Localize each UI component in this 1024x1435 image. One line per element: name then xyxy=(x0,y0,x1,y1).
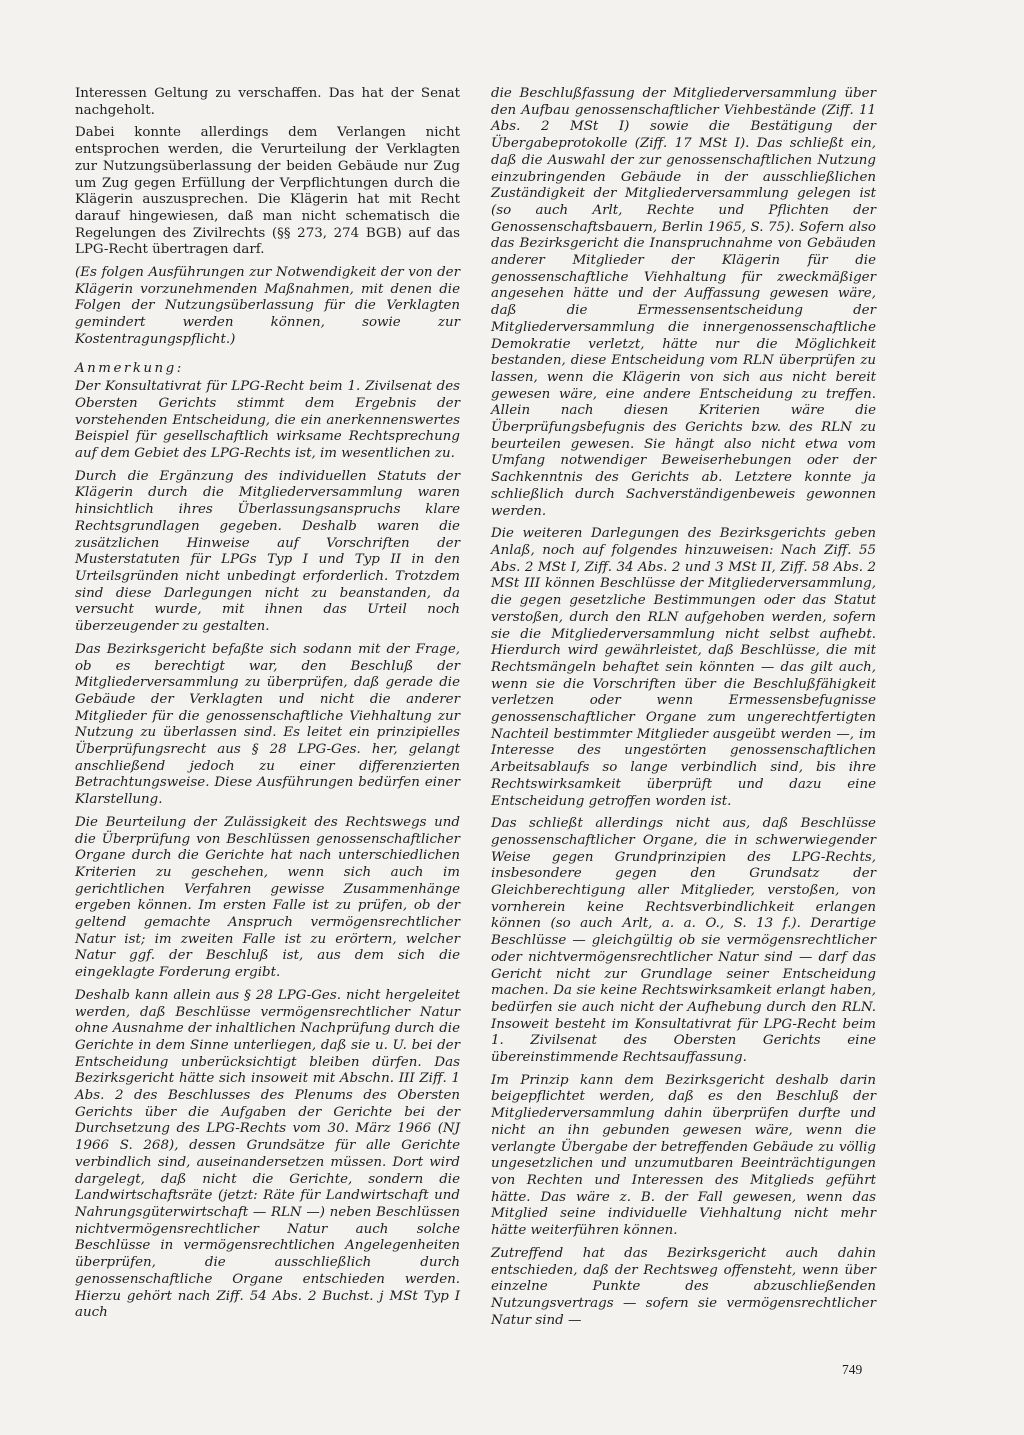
paragraph: Das schließt allerdings nicht aus, daß Beschlüsse genossenschaftlicher Organe, die in schwerwiegender Weise gegen Grundprinzipien des LPG-Rechts, insbesondere gegen den Grundsatz der Gleichberechtigung aller Mitglieder, verstoßen, von vornherein keine Rechtsverbindlichkeit erlangen können (so auch Arlt, a. a. O., S. 13 f.). Derartige Beschlüsse — gleichgültig ob sie vermögensrechtlicher oder nichtvermögensrechtlicher Natur sind — darf das Gericht nicht zur Grundlage seiner Entscheidung machen. Da sie keine Rechtswirksamkeit erlangt haben, bedürfen sie auch nicht der Aufhebung durch den RLN. Insoweit besteht im Konsultativrat für LPG-Recht beim 1. Zivilsenat des Obersten Gerichts eine übereinstimmende Rechtsauffassung. xyxy=(491,816,876,1066)
paragraph: die Beschlußfassung der Mitgliederversammlung über den Aufbau genossenschaftlicher Viehbestände (Ziff. 11 Abs. 2 MSt I) sowie die Bestätigung der Übergabeprotokolle (Ziff. 17 MSt I). Das schließt ein, daß die Auswahl der zur genossenschaftlichen Nutzung einzubringenden Gebäude in der ausschließlichen Zuständigkeit der Mitgliederversammlung gelegen ist (so auch Arlt, Rechte und Pflichten der Genossenschaftsbauern, Berlin 1965, S. 75). Sofern also das Bezirksgericht die Inanspruchnahme von Gebäuden anderer Mitglieder der Klägerin für die genossenschaftliche Viehhaltung für zweckmäßiger angesehen hätte und der Auffassung gewesen wäre, daß die Ermessensentscheidung der Mitgliederversammlung die innergenossenschaftliche Demokratie verletzt, hätte nur die Möglichkeit bestanden, diese Entscheidung vom RLN überprüfen zu lassen, wenn die Klägerin von sich aus nicht bereit gewesen wäre, eine andere Entscheidung zu treffen. Allein nach diesen Kriterien wäre die Überprüfungsbefugnis des Gerichts bzw. des RLN zu beurteilen gewesen. Sie hängt also nicht etwa vom Umfang notwendiger Beweiserhebungen oder der Sachkenntnis des Gerichts ab. Letztere konnte ja schließlich durch Sachverständigenbeweis gewonnen werden. xyxy=(491,86,876,519)
paragraph: Interessen Geltung zu verschaffen. Das hat der Senat nachgeholt. xyxy=(75,86,460,118)
paragraph: Dabei konnte allerdings dem Verlangen nicht entsprochen werden, die Verurteilung der Verklagten zur Nutzungsüberlassung der beiden Gebäude nur Zug um Zug gegen Erfüllung der Verpflichtungen durch die Klägerin auszusprechen. Die Klägerin hat mit Recht darauf hingewiesen, daß man nicht schematisch die Regelungen des Zivilrechts (§§ 273, 274 BGB) auf das LPG-Recht übertragen darf. xyxy=(75,125,460,258)
paragraph: Im Prinzip kann dem Bezirksgericht deshalb darin beigepflichtet werden, daß es den Beschluß der Mitgliederversammlung dahin überprüfen durfte und nicht an ihn gebunden gewesen wäre, wenn die verlangte Übergabe der betreffenden Gebäude zu völlig ungesetzlichen und unzumutbaren Beeinträchtigungen von Rechten und Interessen des Mitglieds geführt hätte. Das wäre z. B. der Fall gewesen, wenn das Mitglied seine individuelle Viehhaltung nicht mehr hätte weiterführen können. xyxy=(491,1072,876,1239)
paragraph: Die weiteren Darlegungen des Bezirksgerichts geben Anlaß, noch auf folgendes hinzuweisen: Nach Ziff. 55 Abs. 2 MSt I, Ziff. 34 Abs. 2 und 3 MSt II, Ziff. 58 Abs. 2 MSt III können Beschlüsse der Mitgliederversammlung, die gegen gesetzliche Bestimmungen oder das Statut verstoßen, durch den RLN aufgehoben werden, sofern sie die Mitgliederversammlung nicht selbst aufhebt. Hierdurch wird gewährleistet, daß Beschlüsse, die mit Rechtsmängeln behaftet sein könnten — das gilt auch, wenn sie die Vorschriften über die Beschlußfähigkeit verletzen oder wenn Ermessensbefugnisse genossenschaftlicher Organe zum ungerechtfertigten Nachteil bestimmter Mitglieder ausgeübt werden —, im Interesse des ungestörten genossenschaftlichen Arbeitsablaufs so lange verbindlich sind, bis ihre Rechtswirksamkeit überprüft und dazu eine Entscheidung getroffen worden ist. xyxy=(491,526,876,809)
right-column xyxy=(491,86,876,1335)
paragraph: Das Bezirksgericht befaßte sich sodann mit der Frage, ob es berechtigt war, den Beschluß der Mitgliederversammlung zu überprüfen, daß gerade die Gebäude der Verklagten und nicht die anderer Mitglieder für die genossenschaftliche Viehhaltung zur Nutzung zu überlassen sind. Es leitet ein prinzipielles Überprüfungsrecht aus § 28 LPG-Ges. her, gelangt anschließend jedoch zu einer differenzierten Betrachtungsweise. Diese Ausführungen bedürfen einer Klarstellung. xyxy=(75,641,460,808)
paragraph: Deshalb kann allein aus § 28 LPG-Ges. nicht hergeleitet werden, daß Beschlüsse vermögensrechtlicher Natur ohne Ausnahme der inhaltlichen Nachprüfung durch die Gerichte in dem Sinne unterliegen, daß sie u. U. bei der Entscheidung unberücksichtigt bleiben dürfen. Das Bezirksgericht hätte sich insoweit mit Abschn. III Ziff. 1 Abs. 2 des Beschlusses des Plenums des Obersten Gerichts über die Aufgaben der Gerichte bei der Durchsetzung des LPG-Rechts vom 30. März 1966 (NJ 1966 S. 268), dessen Grundsätze für alle Gerichte verbindlich sind, auseinandersetzen müssen. Dort wird dargelegt, daß nicht die Gerichte, sondern die Landwirtschaftsräte (jetzt: Räte für Landwirtschaft und Nahrungsgüterwirtschaft — RLN —) neben Beschlüssen nichtvermögensrechtlicher Natur auch solche Beschlüsse in vermögensrechtlichen Angelegenheiten überprüfen, die ausschließlich durch genossenschaftliche Organe entschieden werden. Hierzu gehört nach Ziff. 54 Abs. 2 Buchst. j MSt Typ I auch xyxy=(75,987,460,1321)
left-column xyxy=(75,86,460,1328)
section-heading: Anmerkung: xyxy=(75,360,184,376)
paragraph: Durch die Ergänzung des individuellen Statuts der Klägerin durch die Mitgliederversammlung waren hinsichtlich ihres Überlassungsanspruchs klare Rechtsgrundlagen gegeben. Deshalb waren die zusätzlichen Hinweise auf Vorschriften der Musterstatuten für LPGs Typ I und Typ II in den Urteilsgründen nicht unbedingt erforderlich. Trotzdem sind diese Darlegungen nicht zu beanstanden, da versucht wurde, mit ihnen das Urteil noch überzeugender zu gestalten. xyxy=(75,468,460,635)
paragraph: Die Beurteilung der Zulässigkeit des Rechtswegs und die Überprüfung von Beschlüssen genossenschaftlicher Organe durch die Gerichte hat nach unterschiedlichen Kriterien zu geschehen, wenn sich auch im gerichtlichen Verfahren gewisse Zusammenhänge ergeben können. Im ersten Falle ist zu prüfen, ob der geltend gemachte Anspruch vermögensrechtlicher Natur ist; im zweiten Falle ist zu erörtern, welcher Natur ggf. der Beschluß ist, aus dem sich die eingeklagte Forderung ergibt. xyxy=(75,814,460,981)
paragraph: Zutreffend hat das Bezirksgericht auch dahin entschieden, daß der Rechtsweg offensteht, wenn über einzelne Punkte des abzuschließenden Nutzungsvertrags — sofern sie vermögensrechtlicher Natur sind — xyxy=(491,1245,876,1328)
page-number: 749 xyxy=(842,1362,863,1377)
paragraph: (Es folgen Ausführungen zur Notwendigkeit der von der Klägerin vorzunehmenden Maßnahmen, mit denen die Folgen der Nutzungsüberlassung für die Verklagten gemindert werden können, sowie zur Kostentragungspflicht.) xyxy=(75,265,460,347)
paragraph: Der Konsultativrat für LPG-Recht beim 1. Zivilsenat des Obersten Gerichts stimmt dem Ergebnis der vorstehenden Entscheidung, die ein anerkennenswertes Beispiel für gesellschaftlich wirksame Rechtsprechung auf dem Gebiet des LPG-Rechts ist, im wesentlichen zu. xyxy=(75,379,460,462)
